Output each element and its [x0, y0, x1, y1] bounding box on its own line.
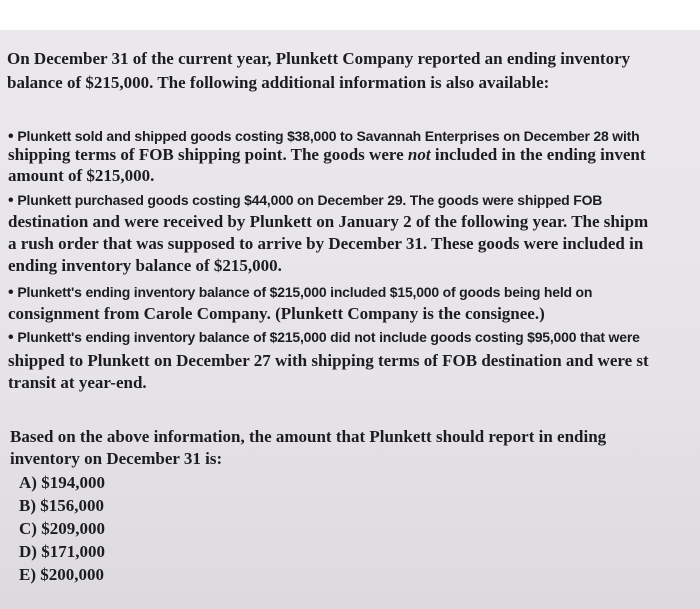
bullet-4-line-2: shipped to Plunkett on December 27 with shipping terms of FOB destination and were st	[8, 351, 649, 370]
bullet-2-line-2: destination and were received by Plunkett on January 2 of the following year. The shipm	[8, 212, 649, 231]
question-line-2: inventory on December 31 is:	[10, 449, 223, 468]
bullet-2-line-3: a rush order that was supposed to arrive by December 31. These goods were included in	[8, 234, 644, 253]
bullet-2-line-1: • Plunkett purchased goods costing $44,000 on December 29. The goods were shipped FOB	[8, 190, 602, 211]
top-margin	[0, 0, 700, 30]
bullet-3-line-1: • Plunkett's ending inventory balance of $215,000 included $15,000 of goods being held on	[8, 282, 592, 303]
bullet-1-line-2: shipping terms of FOB shipping point. The goods were not included in the ending invent	[8, 145, 646, 164]
option-d: D) $171,000	[19, 542, 105, 561]
question-line-1: Based on the above information, the amount that Plunkett should report in ending	[10, 427, 607, 446]
option-b: B) $156,000	[19, 496, 104, 515]
bullet-1-line-1: • Plunkett sold and shipped goods costing $38,000 to Savannah Enterprises on December 28 with	[8, 126, 639, 147]
bullet-4-line-1: • Plunkett's ending inventory balance of $215,000 did not include goods costing $95,000 that were	[8, 327, 640, 348]
bullet-1-line-3: amount of $215,000.	[8, 166, 155, 185]
intro-line-1: On December 31 of the current year, Plunkett Company reported an ending inventory	[7, 49, 631, 68]
bullet-2-line-4: ending inventory balance of $215,000.	[8, 256, 282, 275]
bullet-4-line-3: transit at year-end.	[8, 373, 147, 392]
intro-line-2: balance of $215,000. The following additional information is also available:	[7, 73, 550, 92]
option-e: E) $200,000	[19, 565, 104, 584]
bullet-3-line-2: consignment from Carole Company. (Plunkett Company is the consignee.)	[8, 304, 545, 323]
option-a: A) $194,000	[19, 473, 105, 492]
option-c: C) $209,000	[19, 519, 105, 538]
